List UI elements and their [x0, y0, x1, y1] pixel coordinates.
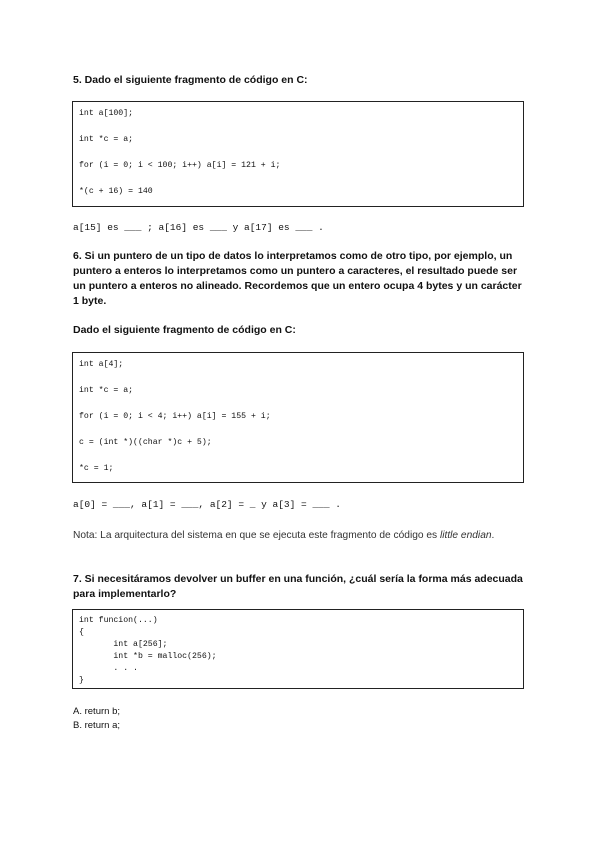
code-line: {: [79, 628, 84, 637]
note-text: Nota: La arquitectura del sistema en que se ejecuta este fragmento de código es: [73, 530, 440, 541]
code-line: int *c = a;: [79, 386, 134, 395]
code-line: *c = 1;: [79, 464, 114, 473]
q6-answer: a[0] = ___, a[1] = ___, a[2] = _ y a[3] = ___ .: [73, 499, 341, 510]
code-line: }: [79, 676, 84, 685]
code-line: int a[100];: [79, 109, 134, 118]
q6-note: [73, 528, 533, 543]
code-line: int *c = a;: [79, 135, 134, 144]
code-line: int a[4];: [79, 360, 124, 369]
q7-title: 7. Si necesitáramos devolver un buffer en una función, ¿cuál sería la forma más adecuada para implementarlo?: [73, 573, 523, 600]
code-line: for (i = 0; i < 100; i++) a[i] = 121 + i;: [79, 161, 281, 170]
code-line: int a[256];: [79, 640, 168, 649]
code-line: . . .: [79, 664, 138, 673]
q6-title: 6. Si un puntero de un tipo de datos lo interpretamos como de otro tipo, por ejemplo, un puntero a enteros lo interpretamos como un puntero a caracteres, el resultado puede ser un puntero a enteros no alineado. Recordemos que un entero ocupa 4 bytes y un carácter 1 byte.: [73, 250, 522, 307]
code-line: int *b = malloc(256);: [79, 652, 217, 661]
note-italic: little endian: [439, 530, 492, 541]
q6-subtitle: Dado el siguiente fragmento de código en C:: [73, 324, 296, 336]
code-line: int funcion(...): [79, 616, 158, 625]
q6-code-box: [72, 352, 524, 483]
q7-code-box: [72, 609, 524, 689]
option-a: A. return b;: [73, 706, 120, 717]
code-line: for (i = 0; i < 4; i++) a[i] = 155 + i;: [79, 412, 271, 421]
note-end: .: [491, 530, 495, 541]
q5-code-box: [72, 101, 524, 207]
q5-answer: a[15] es ___ ; a[16] es ___ y a[17] es ___ .: [73, 222, 324, 233]
option-b: B. return a;: [73, 720, 120, 731]
q5-title: 5. Dado el siguiente fragmento de código en C:: [73, 74, 308, 86]
code-line: *(c + 16) = 140: [79, 187, 153, 196]
code-line: c = (int *)((char *)c + 5);: [79, 438, 212, 447]
